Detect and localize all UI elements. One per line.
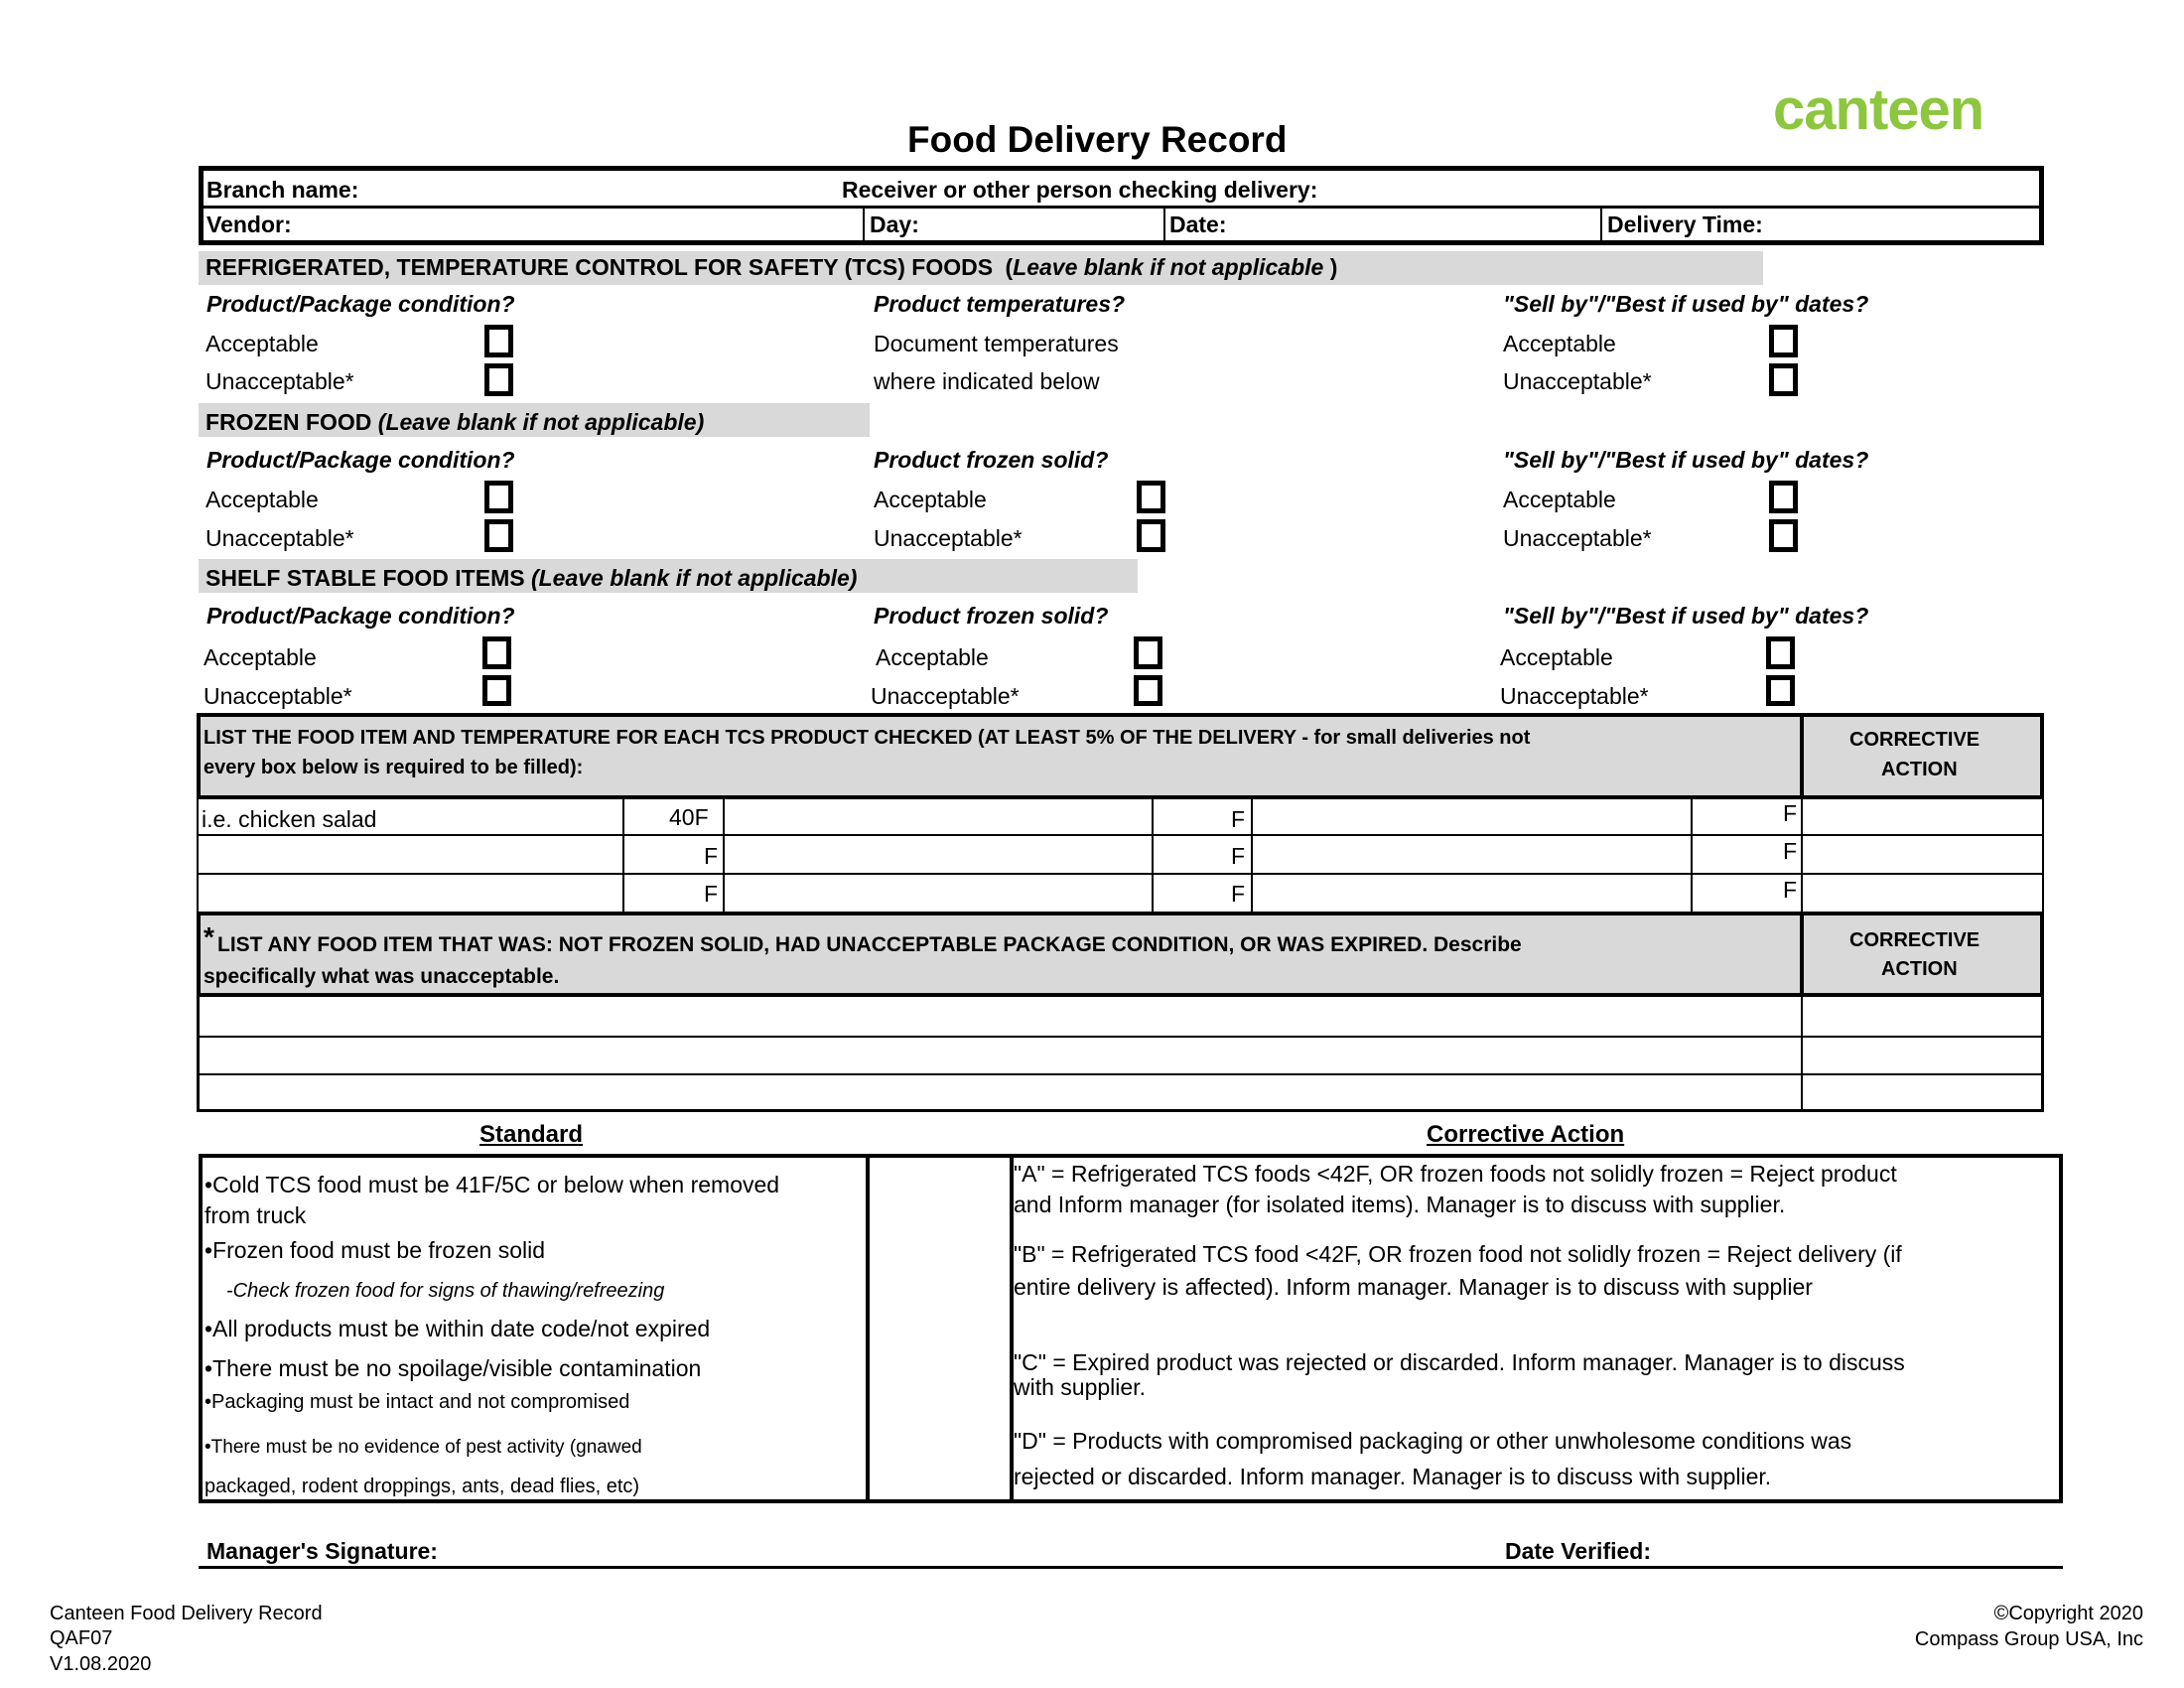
tcs-col3-heading: "Sell by"/"Best if used by" dates? — [1503, 291, 1869, 317]
shelf-col3-unacceptable-checkbox[interactable] — [1766, 675, 1795, 706]
temp-col-line — [622, 799, 624, 914]
temp-list-header-divider — [1800, 713, 1804, 799]
shelf-title-text: SHELF STABLE FOOD ITEMS — [205, 565, 525, 591]
temp-unit: F — [704, 843, 719, 869]
temp-row-line — [197, 873, 2044, 875]
frozen-section-title — [205, 411, 704, 434]
unacceptable-heading-line2: specifically what was unacceptable. — [204, 965, 560, 988]
temp-col-line — [1251, 799, 1253, 914]
temp-example-temp[interactable]: 40F — [669, 804, 709, 830]
tcs-col2-line2: where indicated below — [874, 368, 1100, 394]
shelf-col1-heading: Product/Package condition? — [206, 603, 515, 629]
standard-item-cold-tcs: •Cold TCS food must be 41F/5C or below when removed — [205, 1172, 780, 1197]
shelf-section-title — [205, 567, 857, 590]
tcs-col2-line1: Document temperatures — [874, 331, 1119, 356]
delivery-time-label: Delivery Time: — [1607, 211, 1763, 237]
frozen-col3-opt-acceptable: Acceptable — [1503, 487, 1616, 512]
header-col-divider — [1163, 206, 1165, 243]
frozen-note: (Leave blank if not applicable) — [377, 409, 705, 435]
frozen-col2-heading: Product frozen solid? — [874, 447, 1109, 473]
tcs-title-text: REFRIGERATED, TEMPERATURE CONTROL FOR SAFETY (TCS) FOODS — [205, 254, 994, 280]
branch-name-label: Branch name: — [206, 177, 359, 203]
shelf-col3-opt-unacceptable: Unacceptable* — [1500, 683, 1649, 709]
unacceptable-header-divider — [1800, 912, 1804, 997]
shelf-col2-opt-unacceptable: Unacceptable* — [871, 683, 1020, 709]
tcs-col2-heading: Product temperatures? — [874, 291, 1126, 317]
corrective-c-line1: "C" = Expired product was rejected or discarded. Inform manager. Manager is to discuss — [1014, 1349, 1905, 1375]
tcs-col3-opt-acceptable: Acceptable — [1503, 331, 1616, 356]
temp-col-line — [1152, 799, 1154, 914]
frozen-col1-acceptable-checkbox[interactable] — [484, 481, 513, 513]
tcs-col3-acceptable-checkbox[interactable] — [1769, 325, 1798, 357]
frozen-col2-opt-unacceptable: Unacceptable* — [874, 525, 1023, 551]
frozen-col1-heading: Product/Package condition? — [206, 447, 515, 473]
tcs-note-close: ) — [1329, 254, 1338, 280]
shelf-col2-acceptable-checkbox[interactable] — [1134, 636, 1162, 669]
shelf-col2-heading: Product frozen solid? — [874, 603, 1109, 629]
temp-unit: F — [1231, 881, 1246, 907]
frozen-title-text: FROZEN FOOD — [205, 409, 372, 435]
header-col-divider — [863, 206, 865, 243]
standard-heading: Standard — [479, 1121, 584, 1148]
unacceptable-corrective-line1: CORRECTIVE — [1849, 929, 1980, 951]
unacceptable-heading-line1: LIST ANY FOOD ITEM THAT WAS: NOT FROZEN SOLID, HAD UNACCEPTABLE PACKAGE CONDITION, OR WAS EXPIRED. Describe — [217, 933, 1522, 956]
frozen-col2-unacceptable-checkbox[interactable] — [1137, 519, 1165, 552]
temp-col-line — [1801, 799, 1803, 914]
temp-unit: F — [704, 881, 719, 907]
temp-list-body — [197, 799, 2044, 914]
standard-item-pest: •There must be no evidence of pest activity (gnawed — [205, 1437, 642, 1458]
frozen-col1-opt-unacceptable: Unacceptable* — [205, 525, 354, 551]
frozen-col1-opt-acceptable: Acceptable — [205, 487, 319, 512]
manager-signature-label: Manager's Signature: — [206, 1538, 438, 1564]
frozen-col2-acceptable-checkbox[interactable] — [1137, 481, 1165, 513]
temp-unit: F — [1231, 843, 1246, 869]
vendor-label: Vendor: — [206, 211, 292, 237]
header-col-divider — [1600, 206, 1602, 243]
page-title: Food Delivery Record — [907, 119, 1288, 160]
shelf-col3-opt-acceptable: Acceptable — [1500, 644, 1613, 670]
tcs-note: Leave blank if not applicable — [1013, 254, 1324, 280]
frozen-col3-acceptable-checkbox[interactable] — [1769, 481, 1798, 513]
shelf-col3-acceptable-checkbox[interactable] — [1766, 636, 1795, 669]
temp-list-corrective-line1: CORRECTIVE — [1849, 729, 1980, 751]
date-verified-label: Date Verified: — [1505, 1538, 1651, 1564]
temp-list-heading-line2: every box below is required to be filled): — [204, 757, 584, 778]
unacceptable-row-line — [197, 1036, 2044, 1038]
standard-item-packaging: •Packaging must be intact and not compromised — [205, 1391, 630, 1413]
tcs-col1-unacceptable-checkbox[interactable] — [484, 363, 513, 396]
frozen-col1-unacceptable-checkbox[interactable] — [484, 519, 513, 552]
tcs-col1-opt-acceptable: Acceptable — [205, 331, 319, 356]
canteen-logo: canteen — [1773, 77, 1984, 142]
corrective-d-line1: "D" = Products with compromised packaging or other unwholesome conditions was — [1014, 1428, 1852, 1454]
unacceptable-corrective-line2: ACTION — [1881, 958, 1958, 980]
corrective-b-line1: "B" = Refrigerated TCS food <42F, OR frozen food not solidly frozen = Reject delivery (if — [1014, 1241, 1902, 1267]
footer-copyright: ©Copyright 2020 — [1993, 1603, 2143, 1624]
temp-col-line — [1691, 799, 1693, 914]
footer-version: V1.08.2020 — [50, 1653, 152, 1675]
standard-item-spoilage: •There must be no spoilage/visible contamination — [205, 1355, 702, 1381]
receiver-label: Receiver or other person checking delivery: — [842, 177, 1318, 203]
shelf-note: (Leave blank if not applicable) — [530, 565, 858, 591]
corrective-c-line2: with supplier. — [1014, 1374, 1146, 1400]
unacceptable-star: * — [204, 921, 214, 952]
shelf-col2-opt-acceptable: Acceptable — [876, 644, 989, 670]
frozen-col3-heading: "Sell by"/"Best if used by" dates? — [1503, 447, 1869, 473]
corrective-a-line1: "A" = Refrigerated TCS foods <42F, OR frozen foods not solidly frozen = Reject product — [1014, 1161, 1897, 1187]
frozen-col3-opt-unacceptable: Unacceptable* — [1503, 525, 1652, 551]
tcs-section-title — [205, 256, 1337, 279]
tcs-col1-heading: Product/Package condition? — [206, 291, 515, 317]
footer-form-code: QAF07 — [50, 1627, 113, 1649]
tcs-col1-opt-unacceptable: Unacceptable* — [205, 368, 354, 394]
temp-list-corrective-line2: ACTION — [1881, 759, 1958, 780]
unacceptable-row-line — [197, 1073, 2044, 1075]
standard-item-frozen-check: -Check frozen food for signs of thawing/refreezing — [226, 1280, 665, 1302]
shelf-col1-opt-acceptable: Acceptable — [204, 644, 317, 670]
shelf-col1-unacceptable-checkbox[interactable] — [482, 675, 511, 706]
shelf-col3-heading: "Sell by"/"Best if used by" dates? — [1503, 603, 1869, 629]
tcs-col3-opt-unacceptable: Unacceptable* — [1503, 368, 1652, 394]
header-divider — [199, 206, 2044, 209]
temp-list-heading-line1: LIST THE FOOD ITEM AND TEMPERATURE FOR EACH TCS PRODUCT CHECKED (AT LEAST 5% OF THE DELIVERY - for small deliveries not — [204, 727, 1531, 749]
tcs-col1-acceptable-checkbox[interactable] — [484, 325, 513, 357]
standard-item-frozen: •Frozen food must be frozen solid — [205, 1237, 546, 1263]
frozen-col2-opt-acceptable: Acceptable — [874, 487, 987, 512]
tcs-col3-unacceptable-checkbox[interactable] — [1769, 363, 1798, 396]
signature-line — [199, 1566, 2063, 1569]
day-label: Day: — [870, 211, 919, 237]
temp-unit: F — [1783, 800, 1798, 826]
corrective-a-line2: and Inform manager (for isolated items). Manager is to discuss with supplier. — [1014, 1192, 1786, 1217]
date-label: Date: — [1169, 211, 1227, 237]
corrective-d-line2: rejected or discarded. Inform manager. Manager is to discuss with supplier. — [1014, 1464, 1772, 1489]
shelf-col1-opt-unacceptable: Unacceptable* — [204, 683, 352, 709]
shelf-col2-unacceptable-checkbox[interactable] — [1134, 675, 1162, 706]
tcs-note-open: ( — [1005, 254, 1014, 280]
footer-form-name: Canteen Food Delivery Record — [50, 1603, 323, 1624]
standard-item-pest-cont: packaged, rodent droppings, ants, dead flies, etc) — [205, 1476, 640, 1497]
corrective-b-line2: entire delivery is affected). Inform manager. Manager is to discuss with supplier — [1014, 1274, 1813, 1300]
temp-unit: F — [1231, 806, 1246, 832]
temp-example-item[interactable]: i.e. chicken salad — [202, 806, 377, 832]
standard-item-date-code: •All products must be within date code/not expired — [205, 1316, 711, 1341]
shelf-col1-acceptable-checkbox[interactable] — [482, 636, 511, 669]
frozen-col3-unacceptable-checkbox[interactable] — [1769, 519, 1798, 552]
corrective-action-heading: Corrective Action — [1427, 1121, 1625, 1148]
temp-unit: F — [1783, 877, 1798, 903]
unacceptable-body — [197, 997, 2044, 1112]
unacceptable-col-line — [1801, 997, 1803, 1112]
temp-col-line — [723, 799, 725, 914]
standard-item-cold-tcs-cont: from truck — [205, 1202, 307, 1228]
temp-row-line — [197, 834, 2044, 836]
standard-spacer-box — [870, 1154, 1010, 1503]
footer-company: Compass Group USA, Inc — [1914, 1628, 2143, 1650]
temp-unit: F — [1783, 838, 1798, 864]
